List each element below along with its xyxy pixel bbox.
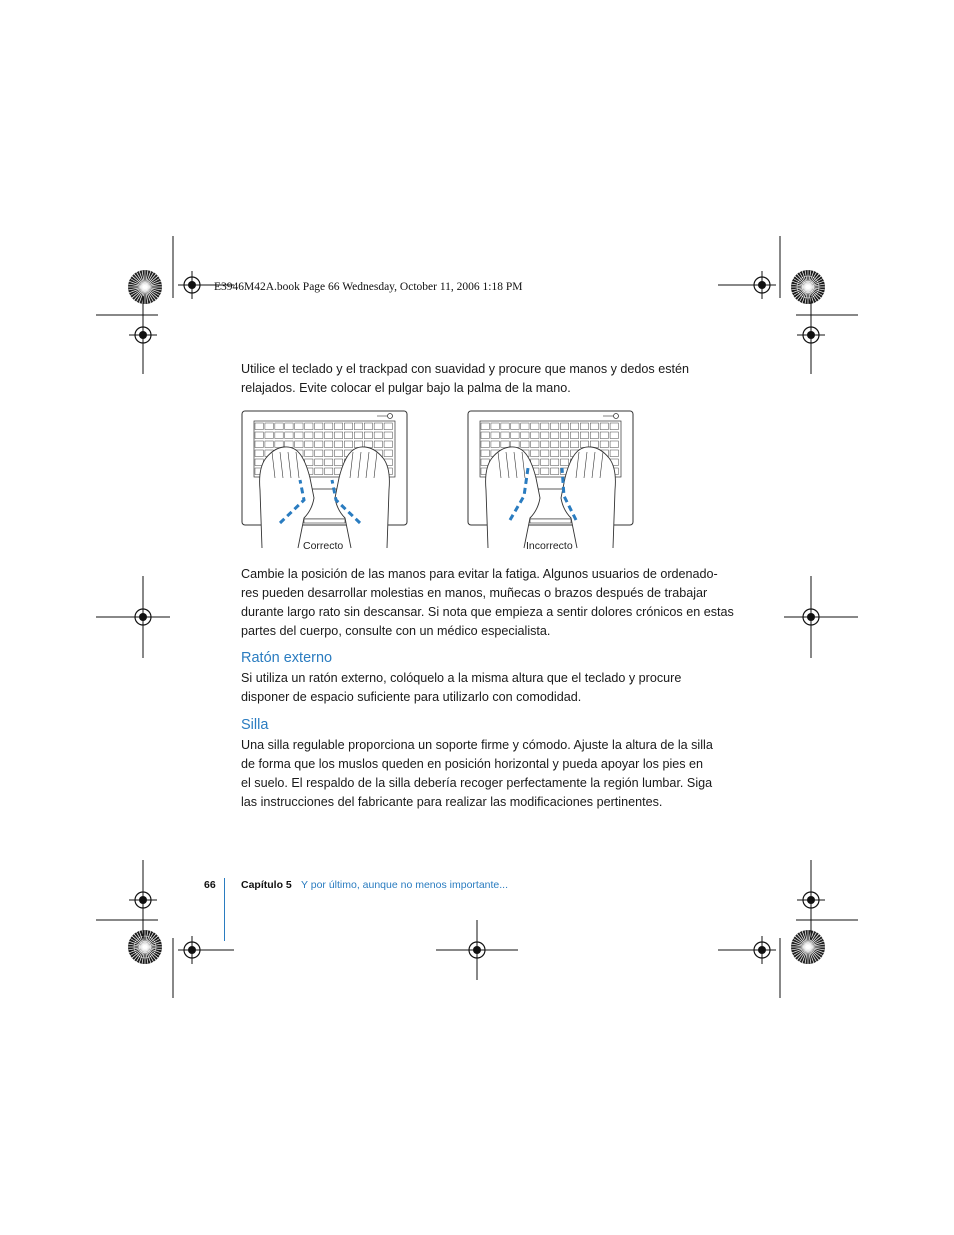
- text-line: de forma que los muslos queden en posición horizontal y pueda apoyar los pies en: [241, 757, 704, 771]
- text-line: Si utiliza un ratón externo, colóquelo a la misma altura que el teclado y procure: [241, 671, 682, 685]
- text-line: durante largo rato sin descansar. Si nota que empieza a sentir dolores crónicos en estas: [241, 605, 734, 619]
- text-line: disponer de espacio suficiente para utilizarlo con comodidad.: [241, 690, 582, 704]
- print-header: E3946M42A.book Page 66 Wednesday, October 11, 2006 1:18 PM: [214, 281, 523, 293]
- mouse-paragraph: [241, 669, 741, 707]
- fatigue-paragraph: [241, 565, 741, 641]
- chapter-title: Y por último, aunque no menos importante...: [301, 879, 509, 891]
- text-line: Una silla regulable proporciona un soporte firme y cómodo. Ajuste la altura de la silla: [241, 738, 713, 752]
- text-line: relajados. Evite colocar el pulgar bajo la palma de la mano.: [241, 381, 571, 395]
- chair-paragraph: [241, 736, 741, 812]
- caption-incorrect: Incorrecto: [526, 540, 573, 552]
- chapter-label: Capítulo 5: [241, 879, 292, 891]
- page-number: 66: [204, 879, 216, 891]
- text-line: Cambie la posición de las manos para evitar la fatiga. Algunos usuarios de ordenado-: [241, 567, 718, 581]
- text-line: el suelo. El respaldo de la silla debería recoger perfectamente la región lumbar. Siga: [241, 776, 713, 790]
- heading-chair: Silla: [241, 717, 269, 733]
- incorrect-hand-position-illustration: [468, 411, 633, 548]
- footer-divider: [224, 878, 225, 941]
- text-line: res pueden desarrollar molestias en manos, muñecas o brazos después de trabajar: [241, 586, 708, 600]
- heading-external-mouse: Ratón externo: [241, 650, 333, 666]
- text-line: Utilice el teclado y el trackpad con suavidad y procure que manos y dedos estén: [241, 362, 690, 376]
- correct-hand-position-illustration: [242, 411, 407, 548]
- caption-correct: Correcto: [303, 540, 344, 552]
- text-line: las instrucciones del fabricante para realizar las modificaciones pertinentes.: [241, 795, 663, 809]
- text-line: partes del cuerpo, consulte con un médico especialista.: [241, 624, 551, 638]
